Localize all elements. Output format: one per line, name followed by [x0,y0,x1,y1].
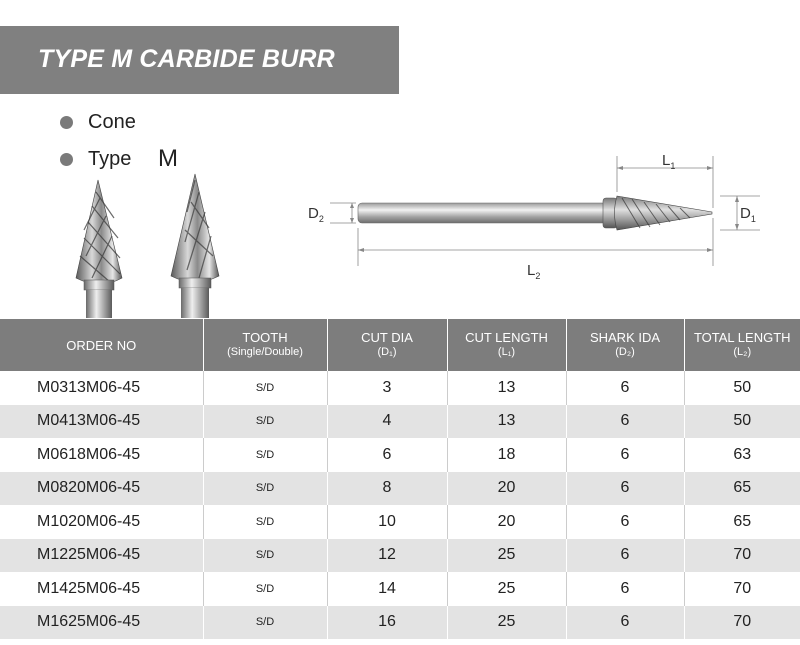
shank-dia-cell: 6 [566,371,684,405]
burr-photo-side [165,172,225,318]
header-cut-length: CUT LENGTH (L₁) [447,319,566,371]
cut-dia-cell: 8 [327,472,447,506]
cut-length-cell: 18 [447,438,566,472]
cut-length-cell: 20 [447,505,566,539]
order-no-cell: M1225M06-45 [0,539,203,573]
total-length-cell: 70 [684,606,800,640]
shank-dia-cell: 6 [566,505,684,539]
cut-dia-cell: 3 [327,371,447,405]
total-length-cell: 50 [684,405,800,439]
tooth-cell: S/D [203,539,327,573]
total-length-cell: 65 [684,472,800,506]
total-length-cell: 50 [684,371,800,405]
spec-table [0,319,800,639]
shank-dia-cell: 6 [566,539,684,573]
table-row [0,539,800,573]
table-row [0,438,800,472]
tooth-cell: S/D [203,505,327,539]
tooth-cell: S/D [203,405,327,439]
header-order-no: ORDER NO [0,319,203,371]
header-tooth: TOOTH (Single/Double) [203,319,327,371]
order-no-cell: M1625M06-45 [0,606,203,640]
table-row [0,371,800,405]
bullet-dot-icon [60,116,73,129]
tooth-cell: S/D [203,572,327,606]
d1-label: $D_1$ [740,205,756,224]
cut-dia-cell: 14 [327,572,447,606]
table-row [0,405,800,439]
order-no-cell: M0313M06-45 [0,371,203,405]
cut-dia-cell: 10 [327,505,447,539]
page-title: TYPE M CARBIDE BURR [38,45,335,73]
total-length-cell: 70 [684,539,800,573]
bullet-type [60,148,131,171]
bullet-label: Type [88,148,132,170]
burr-photo-front [70,178,130,318]
cut-length-cell: 25 [447,572,566,606]
tooth-cell: S/D [203,606,327,640]
table-row [0,572,800,606]
bullet-cone [60,111,136,134]
shank-dia-cell: 6 [566,438,684,472]
table-row [0,505,800,539]
cut-length-cell: 20 [447,472,566,506]
table-row [0,472,800,506]
total-length-cell: 63 [684,438,800,472]
type-value: M [158,145,178,172]
shank-dia-cell: 6 [566,405,684,439]
table-row [0,606,800,640]
bullet-label: Cone [88,111,136,133]
shank-dia-cell: 6 [566,606,684,640]
d2-label: $D_2$ [308,205,324,224]
total-length-cell: 65 [684,505,800,539]
order-no-cell: M1020M06-45 [0,505,203,539]
order-no-cell: M1425M06-45 [0,572,203,606]
cut-length-cell: 25 [447,606,566,640]
shank-dia-cell: 6 [566,572,684,606]
cut-dia-cell: 16 [327,606,447,640]
header-total-length: TOTAL LENGTH (L₂) [684,319,800,371]
order-no-cell: M0413M06-45 [0,405,203,439]
tooth-cell: S/D [203,438,327,472]
cut-dia-cell: 6 [327,438,447,472]
cut-dia-cell: 4 [327,405,447,439]
header-cut-dia: CUT DIA (D₁) [327,319,447,371]
table-header-row [0,319,800,371]
l2-label: $L_2$ [527,262,541,281]
cut-length-cell: 25 [447,539,566,573]
shank-dia-cell: 6 [566,472,684,506]
bullet-dot-icon [60,153,73,166]
cut-length-cell: 13 [447,371,566,405]
l1-label: $L_1$ [662,152,676,171]
cut-length-cell: 13 [447,405,566,439]
cut-dia-cell: 12 [327,539,447,573]
title-banner [0,26,399,94]
order-no-cell: M0618M06-45 [0,438,203,472]
total-length-cell: 70 [684,572,800,606]
tooth-cell: S/D [203,371,327,405]
order-no-cell: M0820M06-45 [0,472,203,506]
header-shank-dia: SHARK IDA (D₂) [566,319,684,371]
tooth-cell: S/D [203,472,327,506]
